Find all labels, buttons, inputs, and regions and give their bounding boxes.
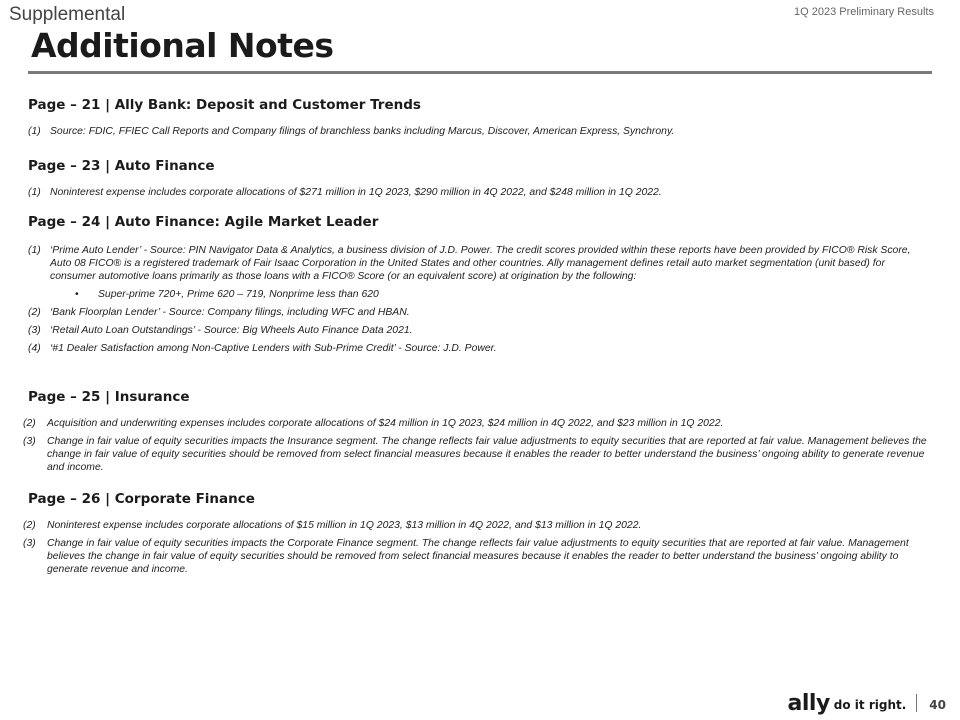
footnote-number: (2): [23, 520, 36, 531]
section-page-24: [28, 214, 928, 360]
section-heading: Page – 24 | Auto Finance: Agile Market Leader: [28, 214, 379, 230]
footnote-number: (2): [23, 418, 36, 429]
page-title: Additional Notes: [31, 26, 334, 65]
footnote: [28, 342, 928, 355]
footnote-text: Noninterest expense includes corporate allocations of $15 million in 1Q 2023, $13 million in 4Q 2022, and $13 million in 1Q 2022.: [47, 520, 642, 531]
footnote-bullet: [28, 288, 928, 301]
section-page-26: [23, 491, 928, 581]
footnote-text: Change in fair value of equity securities impacts the Corporate Finance segment. The change reflects fair value adjustments to equity securities that are reported at fair value. Management believes the change in fair value of equity securities should be removed from select financial measures because it enables the reader to better understand the business’ ongoing ability to generate revenue and income.: [47, 538, 909, 575]
footnote-number: (3): [28, 325, 41, 336]
footnote-number: (3): [23, 436, 36, 447]
ally-logo: ally: [787, 690, 830, 716]
footnote-text: Source: FDIC, FFIEC Call Reports and Company filings of branchless banks including Marcus, Discover, American Express, Synchrony.: [50, 126, 675, 137]
footnote-number: (1): [28, 126, 41, 137]
footnote-number: (1): [28, 187, 41, 198]
section-page-25: [23, 389, 928, 479]
footnote-number: (4): [28, 343, 41, 354]
title-divider: [28, 71, 932, 74]
footnote-number: (2): [28, 307, 41, 318]
footnote-text: ‘#1 Dealer Satisfaction among Non-Captive Lenders with Sub-Prime Credit’ - Source: J.D. Power.: [50, 343, 497, 354]
bullet-text: Super-prime 720+, Prime 620 – 719, Nonprime less than 620: [98, 289, 379, 300]
page-number: 40: [929, 697, 946, 712]
footnote: [28, 125, 928, 138]
footnote: [23, 519, 928, 532]
footnote-number: (3): [23, 538, 36, 549]
footnote: [28, 186, 928, 199]
tagline: do it right.: [833, 698, 907, 712]
section-heading: Page – 21 | Ally Bank: Deposit and Customer Trends: [28, 97, 421, 113]
footnote-text: Noninterest expense includes corporate allocations of $271 million in 1Q 2023, $290 million in 4Q 2022, and $248 million in 1Q 2022.: [50, 187, 662, 198]
bullet-dot-icon: •: [75, 289, 79, 300]
section-page-23: [28, 158, 928, 204]
footnote-text: ‘Prime Auto Lender’ - Source: PIN Navigator Data & Analytics, a business division of J.D. Power. The credit scores provided within these reports have been provided by FICO® Risk Score, Auto 08 FICO® is a registered trademark of Fair Isaac Corporation in the United States and other countries. Ally management defines retail auto market segmentation (unit based) for consumer automotive loans primarily as those loans with a FICO® Score (or an equivalent score) at origination by the following:: [50, 245, 911, 282]
section-heading: Page – 23 | Auto Finance: [28, 158, 215, 174]
footnote: [28, 324, 928, 337]
section-heading: Page – 25 | Insurance: [28, 389, 190, 405]
footer-divider: [916, 694, 917, 712]
footnote: [28, 244, 928, 283]
section-heading: Page – 26 | Corporate Finance: [28, 491, 255, 507]
footnote: [28, 306, 928, 319]
footnote-text: Change in fair value of equity securities impacts the Insurance segment. The change reflects fair value adjustments to equity securities that are reported at fair value. Management believes the change in fair value of equity securities should be removed from select financial measures because it enables the reader to better understand the business’ ongoing ability to generate revenue and income.: [47, 436, 927, 473]
footnote-number: (1): [28, 245, 41, 256]
section-page-21: [28, 97, 928, 143]
footnote-text: Acquisition and underwriting expenses includes corporate allocations of $24 million in 1Q 2023, $24 million in 4Q 2022, and $23 million in 1Q 2022.: [47, 418, 724, 429]
footnote-text: ‘Bank Floorplan Lender’ - Source: Company filings, including WFC and HBAN.: [50, 307, 410, 318]
footnote: [23, 417, 928, 430]
supplemental-label: Supplemental: [9, 4, 126, 25]
report-label: 1Q 2023 Preliminary Results: [793, 6, 934, 18]
footer: [788, 691, 946, 715]
footnote: [23, 537, 928, 576]
footnote-text: ‘Retail Auto Loan Outstandings’ - Source: Big Wheels Auto Finance Data 2021.: [50, 325, 413, 336]
footnote: [23, 435, 928, 474]
